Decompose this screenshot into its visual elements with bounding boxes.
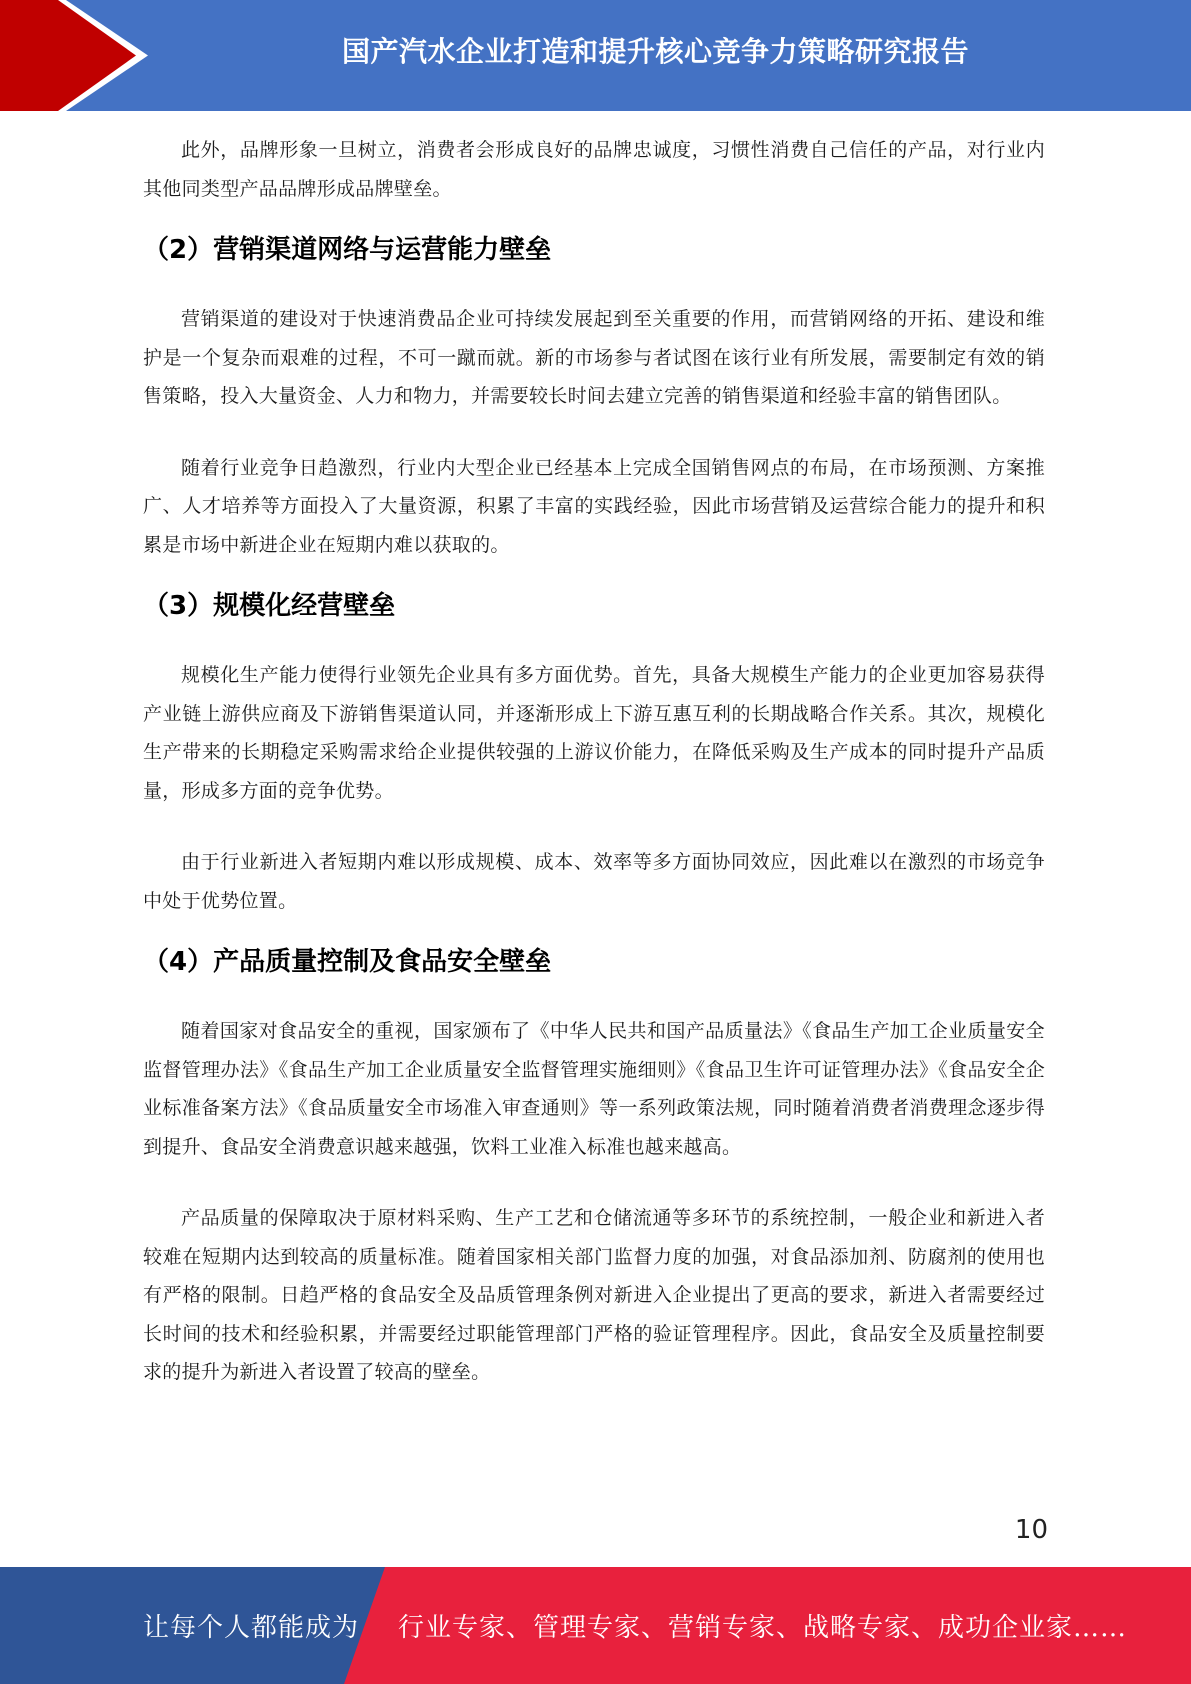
report-title: 国产汽水企业打造和提升核心竞争力策略研究报告 (341, 35, 969, 68)
section-scale-operations (143, 586, 1045, 920)
intro-paragraph: 此外，品牌形象一旦树立，消费者会形成良好的品牌忠诚度，习惯性消费自己信任的产品，对行业内其他同类型产品品牌形成品牌壁垒。 (143, 139, 1045, 200)
paragraph: 规模化生产能力使得行业领先企业具有多方面优势。首先，具备大规模生产能力的企业更加容易获得产业链上游供应商及下游销售渠道认同，并逐渐形成上下游互惠互利的长期战略合作关系。其次，规模化生产带来的长期稳定采购需求给企业提供较强的上游议价能力，在降低采购及生产成本的同时提升产品质量，形成多方面的竞争优势。 (143, 664, 1045, 802)
section-marketing-channels (143, 230, 1045, 564)
document-body (143, 131, 1045, 1392)
paragraph: 产品质量的保障取决于原材料采购、生产工艺和仓储流通等多环节的系统控制，一般企业和新进入者较难在短期内达到较高的质量标准。随着国家相关部门监督力度的加强，对食品添加剂、防腐剂的使用也有严格的限制。日趋严格的食品安全及品质管理条例对新进入企业提出了更高的要求，新进入者需要经过长时间的技术和经验积累，并需要经过职能管理部门严格的验证管理程序。因此，食品安全及质量控制要求的提升为新进入者设置了较高的壁垒。 (143, 1207, 1045, 1383)
paragraph: 随着行业竞争日趋激烈，行业内大型企业已经基本上完成全国销售网点的布局，在市场预测、方案推广、人才培养等方面投入了大量资源，积累了丰富的实践经验，因此市场营销及运营综合能力的提升和积累是市场中新进企业在短期内难以获取的。 (143, 456, 1045, 556)
footer-slogan-left: 让每个人都能成为 (143, 1613, 360, 1643)
footer-slogan-right: 行业专家、管理专家、营销专家、战略专家、成功企业家…… (398, 1613, 1128, 1643)
header-band (0, 0, 1191, 111)
section-heading: （2）营销渠道网络与运营能力壁垒 (143, 235, 552, 265)
paragraph: 随着国家对食品安全的重视，国家颁布了《中华人民共和国产品质量法》《食品生产加工企业质量安全监督管理办法》《食品生产加工企业质量安全监督管理实施细则》《食品卫生许可证管理办法》《食品安全企业标准备案方法》《食品质量安全市场准入审查通则》等一系列政策法规，同时随着消费者消费理念逐步得到提升、食品安全消费意识越来越强，饮料工业准入标准也越来越高。 (143, 1020, 1045, 1158)
paragraph: 由于行业新进入者短期内难以形成规模、成本、效率等多方面协同效应，因此难以在激烈的市场竞争中处于优势位置。 (143, 851, 1045, 912)
section-heading: （4）产品质量控制及食品安全壁垒 (143, 947, 552, 977)
footer-band (0, 1567, 1191, 1684)
paragraph: 营销渠道的建设对于快速消费品企业可持续发展起到至关重要的作用，而营销网络的开拓、建设和维护是一个复杂而艰难的过程，不可一蹴而就。新的市场参与者试图在该行业有所发展，需要制定有效的销售策略，投入大量资金、人力和物力，并需要较长时间去建立完善的销售渠道和经验丰富的销售团队。 (143, 308, 1045, 407)
section-heading: （3）规模化经营壁垒 (143, 591, 396, 621)
page-number: 10 (1014, 1515, 1048, 1545)
section-quality-food-safety (143, 942, 1045, 1392)
header-chevron-decoration (0, 0, 150, 111)
